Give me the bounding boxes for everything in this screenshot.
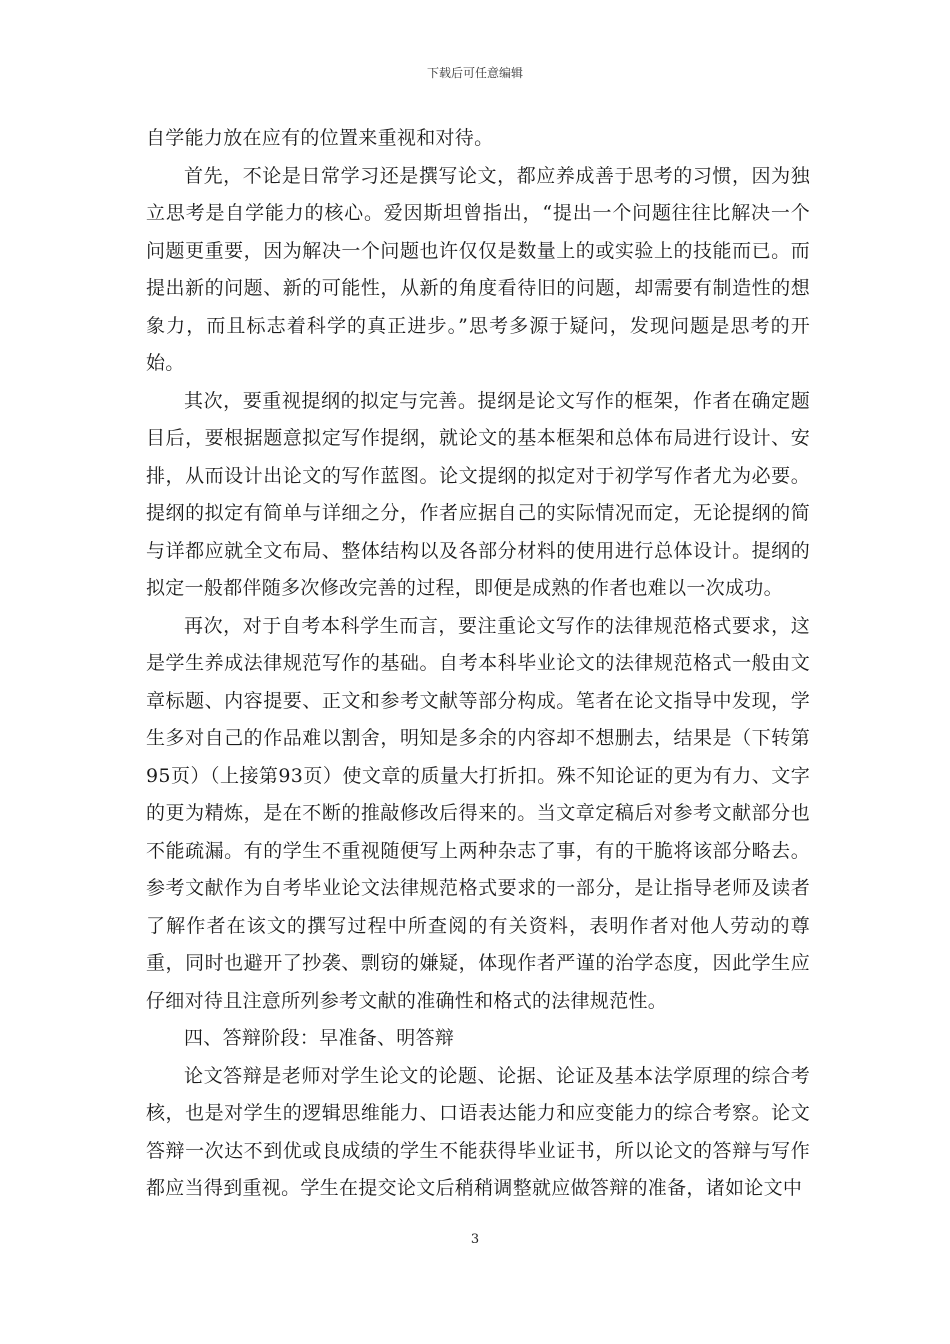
page-number: 3 [470,1232,480,1247]
document-body [146,120,810,1208]
paragraph-continuation: 自学能力放在应有的位置来重视和对待。 [146,127,494,149]
section-heading-defense: 四、答辩阶段：早准备、明答辩 [184,1027,455,1049]
paragraph-format: 再次，对于自考本科学生而言，要注重论文写作的法律规范格式要求，这是学生养成法律规范写作的基础。自考本科毕业论文的法律规范格式一般由文章标题、内容提要、正文和参考文献等部分构成。笔者在论文指导中发现，学生多对自己的作品难以割舍，明知是多余的内容却不想删去，结果是（下转第95页）（上接第93页）使文章的质量大打折扣。殊不知论证的更为有力、文字的更为精炼，是在不断的推敲修改后得来的。当文章定稿后对参考文献部分也不能疏漏。有的学生不重视随便写上两种杂志了事，有的干脆将该部分略去。参考文献作为自考毕业论文法律规范格式要求的一部分，是让指导老师及读者了解作者在该文的撰写过程中所查阅的有关资料，表明作者对他人劳动的尊重，同时也避开了抄袭、剽窃的嫌疑，体现作者严谨的治学态度，因此学生应仔细对待且注意所列参考文献的准确性和格式的法律规范性。 [146,614,810,1012]
page-header: 下载后可任意编辑 [426,66,523,80]
paragraph-thinking: 首先，不论是日常学习还是撰写论文，都应养成善于思考的习惯，因为独立思考是自学能力的核心。爱因斯坦曾指出，“提出一个问题往往比解决一个问题更重要，因为解决一个问题也许仅仅是数量上的或实验上的技能而已。而提出新的问题、新的可能性，从新的角度看待旧的问题，却需要有制造性的想象力，而且标志着科学的真正进步。”思考多源于疑问，发现问题是思考的开始。 [146,164,810,374]
paragraph-defense: 论文答辩是老师对学生论文的论题、论据、论证及基本法学原理的综合考核，也是对学生的逻辑思维能力、口语表达能力和应变能力的综合考察。论文答辩一次达不到优或良成绩的学生不能获得毕业证书，所以论文的答辩与写作都应当得到重视。学生在提交论文后稍稍调整就应做答辩的准备，诸如论文中 [146,1064,810,1199]
paragraph-outline: 其次，要重视提纲的拟定与完善。提纲是论文写作的框架，作者在确定题目后，要根据题意拟定写作提纲，就论文的基本框架和总体布局进行设计、安排，从而设计出论文的写作蓝图。论文提纲的拟定对于初学写作者尤为必要。提纲的拟定有简单与详细之分，作者应据自己的实际情况而定，无论提纲的简与详都应就全文布局、整体结构以及各部分材料的使用进行总体设计。提纲的拟定一般都伴随多次修改完善的过程，即便是成熟的作者也难以一次成功。 [146,389,810,599]
